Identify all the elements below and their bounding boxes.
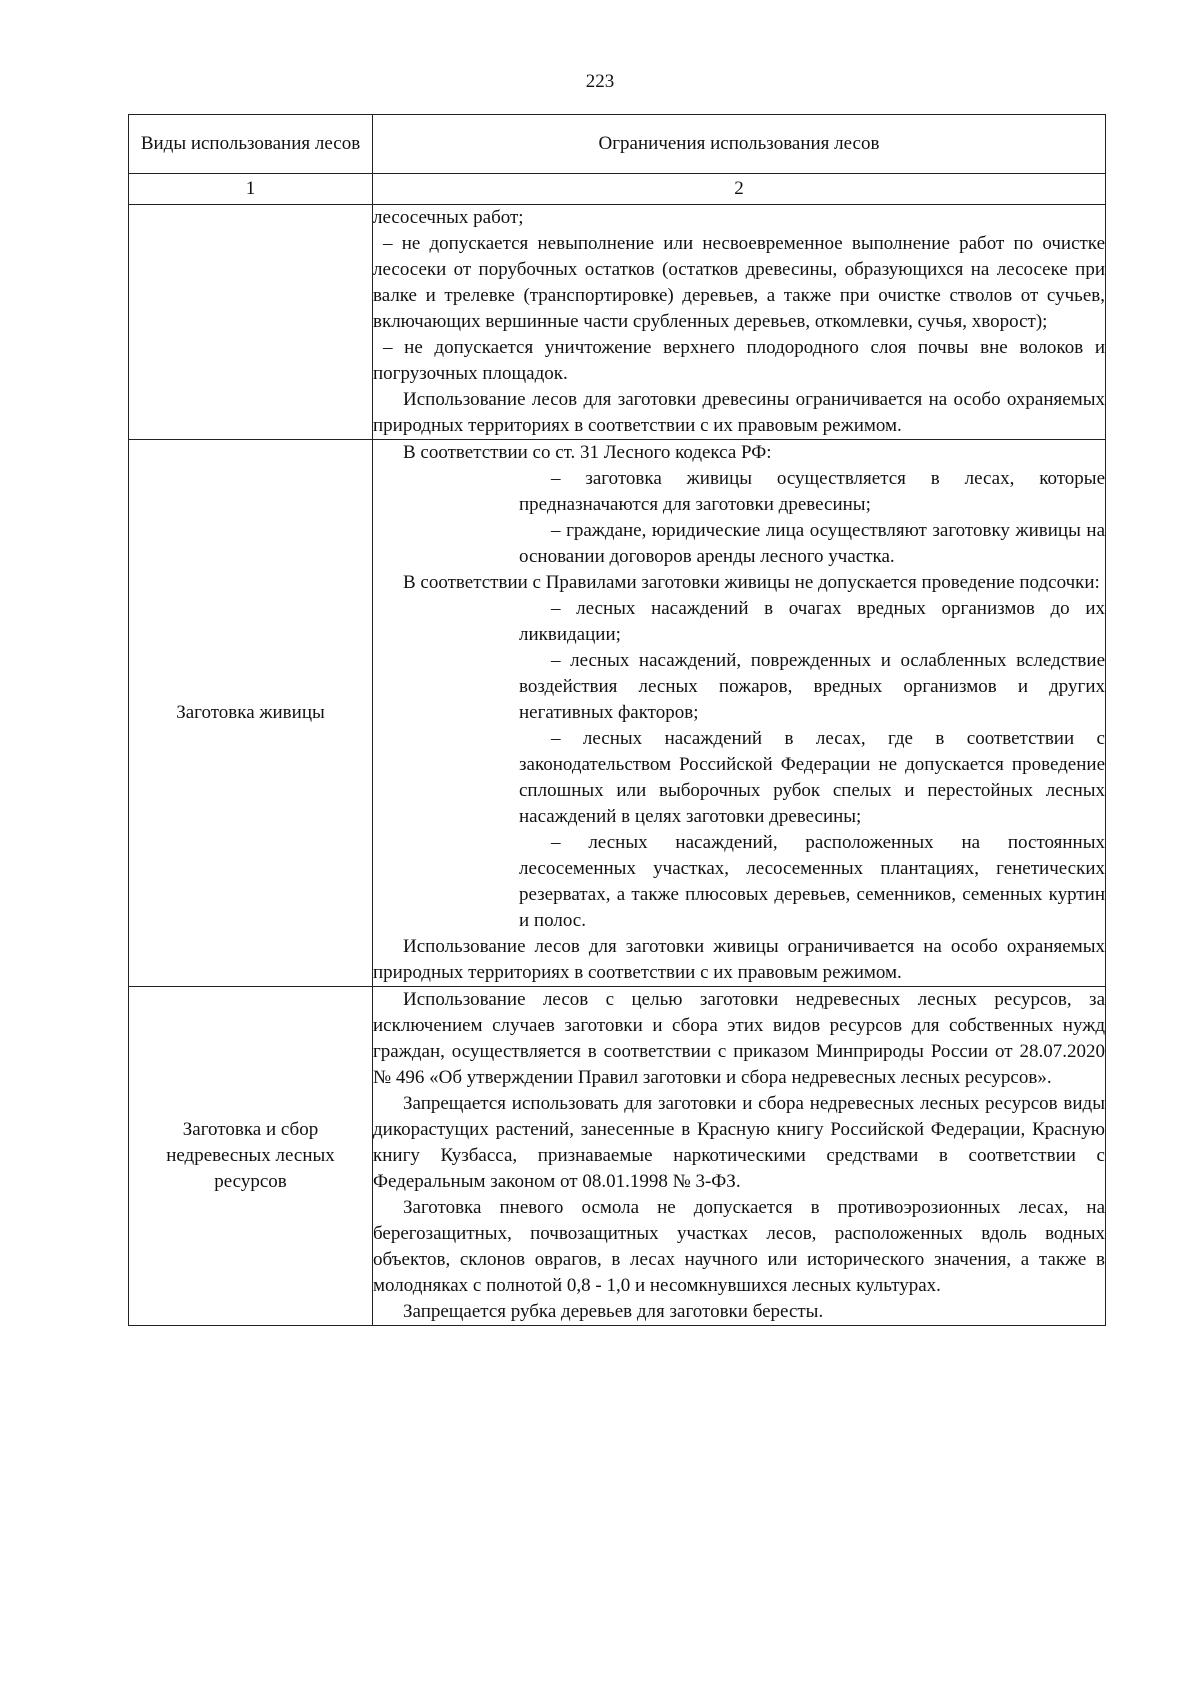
restriction-paragraph: Использование лесов с целью заготовки недревесных лесных ресурсов, за исключением случаев заготовки и сбора этих видов ресурсов для собственных нужд граждан, осуществляется в соответствии с приказом Минприроды России от 28.07.2020 № 496 «Об утверждении Правил заготовки и сбора недревесных лесных ресурсов». [373,989,1105,1088]
row-restrictions [373,987,1106,1326]
restriction-bullet: – не допускается уничтожение верхнего плодородного слоя почвы вне волоков и погрузочных площадок. [373,337,1105,384]
table-header-row [129,115,1106,174]
restriction-bullet: – заготовка живицы осуществляется в лесах, которые предназначаются для заготовки древесины; [519,468,1105,515]
header-restrictions: Ограничения использования лесов [373,115,1106,174]
restriction-bullet: – лесных насаждений, расположенных на постоянных лесосеменных участках, лесосеменных плантациях, генетических резерватах, а также плюсовых деревьев, семенников, семенных куртин и полос. [519,832,1105,931]
row-restrictions [373,205,1106,440]
column-number-1: 1 [129,174,373,205]
restriction-bullet: – не допускается невыполнение или несвоевременное выполнение работ по очистке лесосеки от порубочных остатков (остатков древесины, образующихся на лесосеке при валке и трелевке (транспортировке) деревьев, а также при очистке стволов от сучьев, включающих вершинные части срубленных деревьев, откомлевки, сучья, хворост); [373,233,1105,332]
row-category [129,205,373,440]
row-restrictions [373,440,1106,987]
restriction-bullet: – лесных насаждений, поврежденных и ослабленных вследствие воздействия лесных пожаров, вредных организмов и других негативных факторов; [519,650,1105,723]
row-category: Заготовка живицы [129,440,373,987]
restrictions-table [128,114,1106,1326]
page-number: 223 [585,71,615,92]
restriction-paragraph: Использование лесов для заготовки живицы ограничивается на особо охраняемых природных территориях в соответствии с их правовым режимом. [373,936,1105,983]
table-row [129,987,1106,1326]
column-number-row [129,174,1106,205]
restriction-paragraph: Запрещается рубка деревьев для заготовки бересты. [403,1301,824,1322]
row-category: Заготовка и сбор недревесных лесных ресурсов [129,987,373,1326]
header-forest-use-types: Виды использования лесов [129,115,373,174]
restriction-paragraph: В соответствии со ст. 31 Лесного кодекса РФ: [403,442,772,463]
table-row [129,205,1106,440]
column-number-2: 2 [373,174,1106,205]
restriction-paragraph: Заготовка пневого осмола не допускается в противоэрозионных лесах, на берегозащитных, почвозащитных участках лесов, расположенных вдоль водных объектов, склонов оврагов, в лесах научного или исторического значения, а также в молодняках с полнотой 0,8 - 1,0 и несомкнувшихся лесных культурах. [373,1197,1105,1296]
restriction-bullet: – граждане, юридические лица осуществляют заготовку живицы на основании договоров аренды лесного участка. [519,520,1105,567]
restriction-bullet: – лесных насаждений в лесах, где в соответствии с законодательством Российской Федерации не допускается проведение сплошных или выборочных рубок спелых и перестойных лесных насаждений в целях заготовки древесины; [519,728,1105,827]
restriction-paragraph: Запрещается использовать для заготовки и сбора недревесных лесных ресурсов виды дикорастущих растений, занесенные в Красную книгу Российской Федерации, Красную книгу Кузбасса, признаваемые наркотическими средствами в соответствии с Федеральным законом от 08.01.1998 № 3-ФЗ. [373,1093,1105,1192]
restriction-bullet: – лесных насаждений в очагах вредных организмов до их ликвидации; [519,598,1105,645]
restriction-paragraph: лесосечных работ; [373,207,524,228]
table-row [129,440,1106,987]
restriction-paragraph: Использование лесов для заготовки древесины ограничивается на особо охраняемых природных территориях в соответствии с их правовым режимом. [373,389,1105,436]
restriction-paragraph: В соответствии с Правилами заготовки живицы не допускается проведение подсочки: [403,572,1100,593]
